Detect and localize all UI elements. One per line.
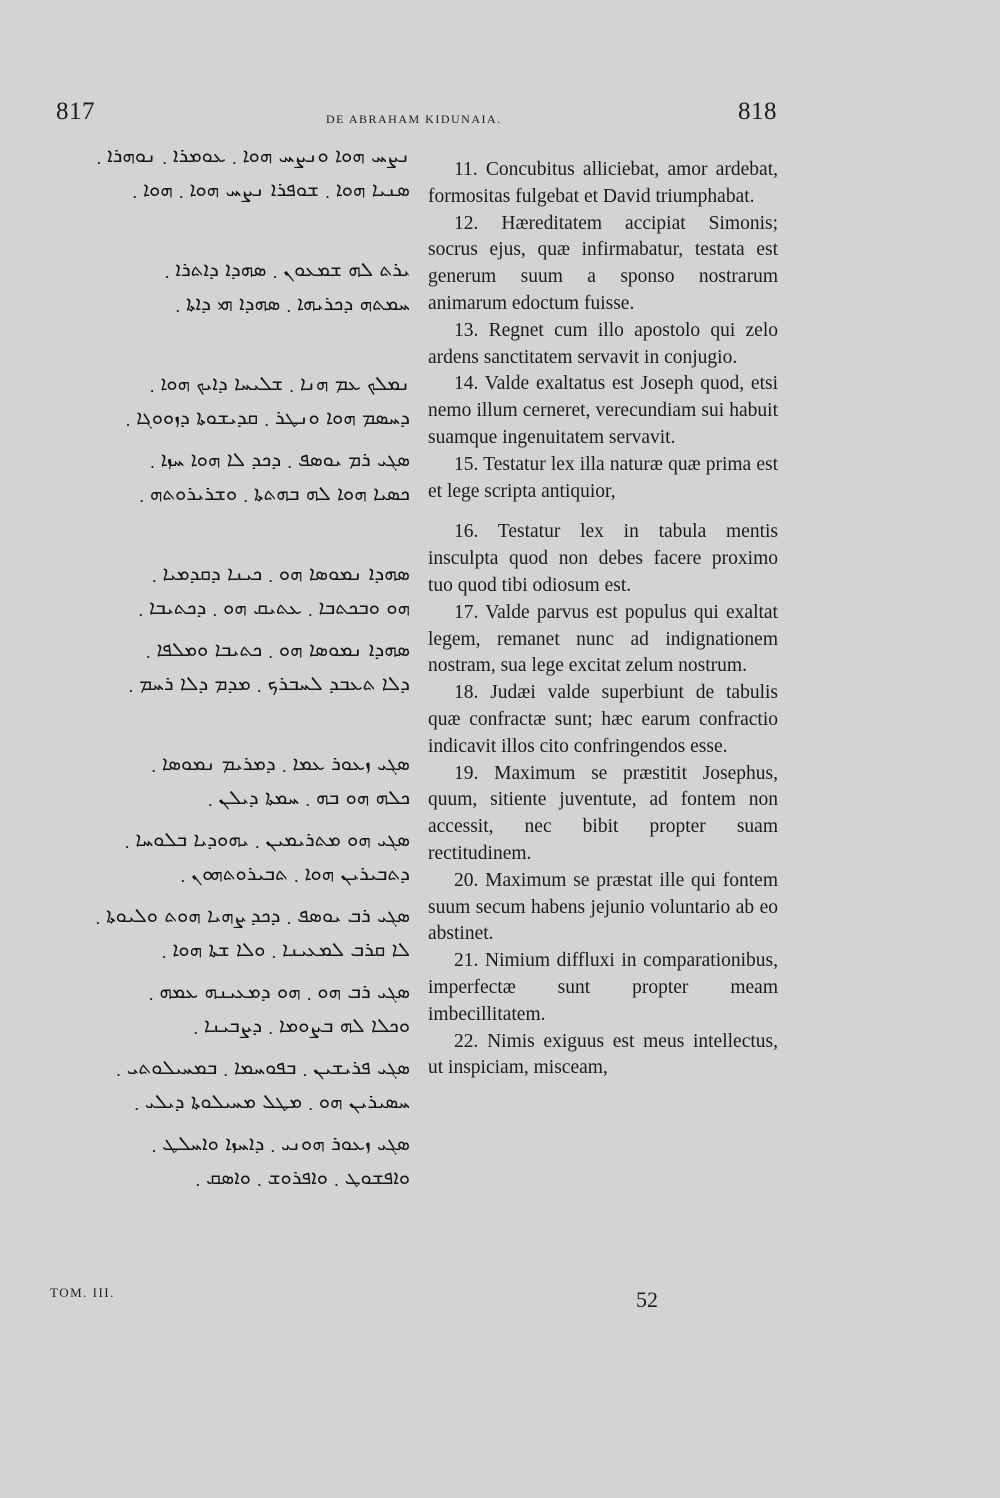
syriac-line: ܕܚܣܡ ܗܘܐ ܘܢܛܪ ܂ ܩܕܝܫܘܬܐ ܕܙܘܘܓܐ ܂ bbox=[125, 405, 410, 429]
verse-text: Testatur lex illa naturæ quæ prima est et lege scripta antiquior, bbox=[428, 453, 778, 502]
tome-label: TOM. III. bbox=[50, 1285, 115, 1300]
latin-verse bbox=[428, 600, 778, 680]
syriac-strophe bbox=[50, 632, 410, 700]
syriac-strophe bbox=[50, 556, 410, 624]
signature-mark: 52 bbox=[636, 1287, 658, 1312]
verse-text: Nimis exiguus est meus intellectus, ut inspiciam, misceam, bbox=[428, 1030, 778, 1079]
syriac-strophe bbox=[50, 974, 410, 1042]
syriac-strophe bbox=[50, 1050, 410, 1118]
syriac-strophe bbox=[50, 822, 410, 890]
verse-number: 16. bbox=[454, 521, 479, 543]
syriac-line: ܣܗܕܐ ܢܡܘܣܐ ܗܘ ܂ ܟܬܝܒܐ ܘܡܠܦܐ ܂ bbox=[146, 637, 410, 661]
verse-text: Concubitus alliciebat, amor ardebat, formositas fulgebat et David triumphabat. bbox=[428, 159, 778, 207]
verse-number: 22. bbox=[454, 1030, 479, 1052]
syriac-text-column bbox=[50, 138, 410, 1194]
verse-text: Valde exaltatus est Joseph quod, etsi nemo illum cerneret, verecundiam sui habuit suamque ingenuitatem servavit. bbox=[428, 373, 779, 448]
latin-verse bbox=[428, 318, 778, 372]
latin-verse bbox=[428, 680, 778, 760]
syriac-line: ܣܓܝ ܦܪܝܫܝܢ ܂ ܒܦܘܚܡܐ ܂ ܒܡܚܝܠܘܬܝ ܂ bbox=[116, 1055, 410, 1079]
verse-number: 19. bbox=[454, 762, 479, 784]
syriac-strophe bbox=[50, 746, 410, 814]
syriac-line: ܣܗܕܐ ܢܡܘܣܐ ܗܘ ܂ ܟܝܢܐ ܕܩܕܡܝܐ ܂ bbox=[152, 561, 410, 585]
verse-number: 14. bbox=[454, 373, 479, 395]
syriac-line: ܣܓܝ ܪܡ ܝܘܣܦ ܂ ܕܟܕ ܠܐ ܗܘܐ ܚܙܐ ܂ bbox=[150, 447, 410, 471]
syriac-line: ܢܡܠܟ ܥܡ ܗܢܐ ܂ ܫܠܝܚܐ ܕܐܝܟ ܗܘܐ ܂ bbox=[149, 371, 410, 395]
syriac-strophe bbox=[50, 252, 410, 320]
running-title: DE ABRAHAM KIDUNAIA. bbox=[326, 112, 502, 126]
verse-text: Maximum se præstitit Josephus, quum, sitiente juventute, ad fontem non accessit, nec bibit propter suam rectitudinem. bbox=[428, 762, 779, 864]
latin-verse bbox=[428, 452, 778, 506]
verse-text: Testatur lex in tabula mentis insculpta quod non debes facere proximo tuo quod tibi odiosum est. bbox=[428, 521, 778, 596]
latin-verse bbox=[428, 1029, 778, 1083]
verse-text: Regnet cum illo apostolo qui zelo ardens sanctitatem servavit in conjugio. bbox=[428, 319, 779, 368]
verse-text: Valde parvus est populus qui exaltat legem, remanet nunc ad indignationem nostram, sua lege excitat zelum nostrum. bbox=[428, 601, 778, 677]
syriac-strophe bbox=[50, 366, 410, 434]
syriac-line: ܢܨܚ ܗܘܐ ܘܢܨܚ ܗܘܐ ܂ ܥܘܡܪܐ ܂ ܢܘܗܪܐ ܂ bbox=[96, 143, 410, 167]
latin-verse bbox=[428, 371, 778, 451]
page-number-right: 818 bbox=[738, 98, 777, 125]
syriac-line: ܕܬܒܝܪܝܢ ܗܘܐ ܂ ܬܒܝܪܘܬܗܘܢ ܂ bbox=[180, 861, 410, 885]
page-number-left: 817 bbox=[56, 98, 95, 125]
latin-verse bbox=[428, 519, 778, 599]
syriac-line: ܕܠܐ ܬܥܒܕ ܠܚܒܪܟ ܂ ܡܕܡ ܕܠܐ ܪܚܡ ܂ bbox=[128, 671, 410, 695]
syriac-strophe bbox=[50, 1126, 410, 1194]
syriac-strophe bbox=[50, 442, 410, 510]
latin-verse bbox=[428, 948, 778, 1028]
syriac-line: ܗܘ ܘܒܟܬܒܐ ܂ ܥܬܝܩ ܗܘ ܂ ܕܟܬܝܒܐ ܂ bbox=[138, 595, 410, 619]
latin-verse bbox=[428, 157, 778, 211]
syriac-line: ܘܐܦܫܘܛ ܂ ܘܐܦܪܘܫ ܂ ܘܐܣܩ ܂ bbox=[195, 1165, 410, 1189]
verse-number: 11. bbox=[454, 159, 478, 180]
syriac-line: ܣܓܝ ܗܘ ܡܬܪܝܡܝܢ ܂ ܝܗܘܕܝܐ ܒܠܘܚܐ ܂ bbox=[124, 827, 410, 851]
syriac-line: ܣܢܝܐ ܗܘܐ ܂ ܫܘܦܪܐ ܢܨܚ ܗܘܐ ܂ ܗܘܐ ܂ bbox=[132, 177, 410, 201]
syriac-line: ܚܡܬܗ ܕܟܪܝܗܐ ܂ ܣܗܕܐ ܗܝ ܕܐܬܐ ܂ bbox=[175, 291, 410, 315]
latin-verse bbox=[428, 211, 778, 318]
syriac-line: ܠܐ ܩܪܒ ܠܡܥܝܢܐ ܂ ܘܠܐ ܫܬܐ ܗܘܐ ܂ bbox=[162, 937, 410, 961]
verse-number: 12. bbox=[454, 212, 479, 234]
verse-number: 20. bbox=[454, 869, 479, 891]
verse-text: Hæreditatem accipiat Simonis; socrus ejus, quæ infirmabatur, testata est generum suum a sponso nostrarum animarum edoctum fuisse. bbox=[428, 212, 779, 314]
syriac-line: ܟܠܗ ܗܘ ܒܗ ܂ ܚܡܬܐ ܕܝܠܢ ܂ bbox=[208, 785, 410, 809]
verse-text: Judæi valde superbiunt de tabulis quæ confractæ sunt; hæc earum confractio indicavit illos cito confringendos esse. bbox=[428, 682, 779, 757]
syriac-line: ܝܪܬ ܠܗ ܫܡܥܘܢ ܂ ܣܗܕܐ ܕܐܬܪܐ ܂ bbox=[164, 257, 410, 281]
syriac-line: ܘܟܠܐ ܠܗ ܒܨܘܡܐ ܂ ܕܨܒܝܢܐ ܂ bbox=[193, 1013, 410, 1037]
latin-verse bbox=[428, 868, 778, 948]
syriac-strophe bbox=[50, 898, 410, 966]
syriac-line: ܣܓܝ ܪܒ ܝܘܣܦ ܂ ܕܟܕ ܨܗܝܐ ܗܘܬ ܘܠܝܘܬܐ ܂ bbox=[95, 903, 410, 927]
latin-verse bbox=[428, 761, 778, 868]
verse-number: 13. bbox=[454, 319, 479, 341]
verse-text: Maximum se præstat ille qui fontem suum secum habens jejunio voluntario ab eo abstinet. bbox=[428, 869, 778, 945]
syriac-line: ܚܣܝܪܝܢ ܗܘ ܂ ܡܛܠ ܡܚܝܠܘܬܐ ܕܝܠܝ ܂ bbox=[134, 1089, 410, 1113]
verse-text: Nimium diffluxi in comparationibus, imperfectæ sunt propter meam imbecillitatem. bbox=[428, 950, 779, 1025]
verse-number: 18. bbox=[454, 682, 479, 704]
verse-number: 21. bbox=[454, 950, 479, 972]
syriac-line: ܣܓܝ ܪܒ ܗܘ ܂ ܗܘ ܕܡܥܝܢܗ ܥܡܗ ܂ bbox=[149, 979, 410, 1003]
syriac-line: ܣܓܝ ܙܥܘܪ ܥܡܐ ܂ ܕܡܪܝܡ ܢܡܘܣܐ ܂ bbox=[151, 751, 410, 775]
syriac-line: ܟܣܝܐ ܗܘܐ ܠܗ ܒܗܬܬܐ ܂ ܘܫܪܝܪܘܬܗ ܂ bbox=[139, 481, 410, 505]
verse-number: 15. bbox=[454, 453, 479, 475]
syriac-line: ܣܓܝ ܙܥܘܪ ܗܘܢܝ ܂ ܕܐܚܙܐ ܘܐܚܠܛ ܂ bbox=[151, 1131, 410, 1155]
latin-text-column bbox=[428, 157, 778, 1082]
syriac-strophe bbox=[50, 138, 410, 206]
verse-number: 17. bbox=[454, 601, 479, 623]
